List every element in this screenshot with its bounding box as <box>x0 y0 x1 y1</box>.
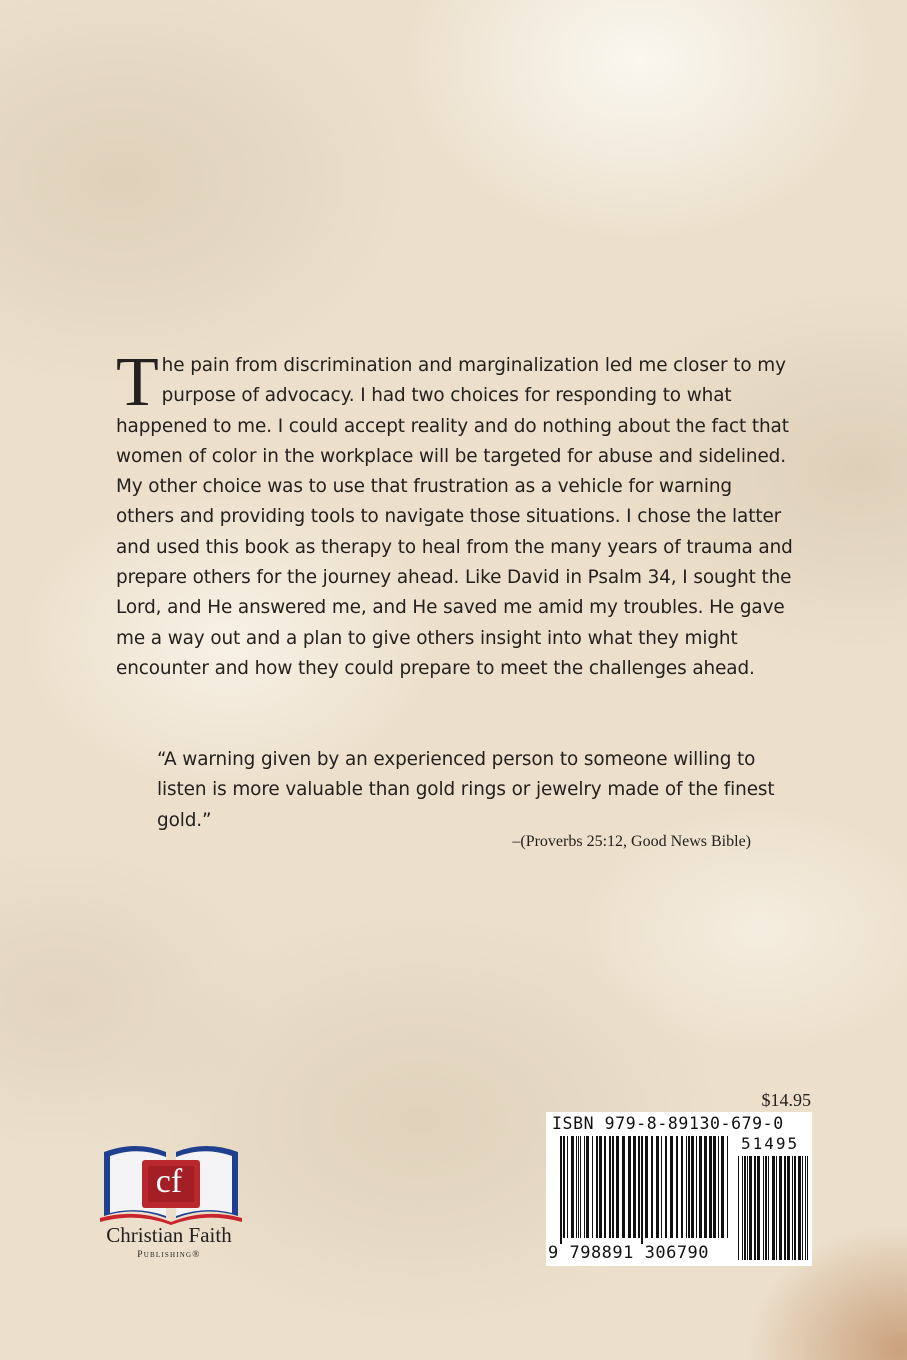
barcode-bar <box>696 1136 697 1238</box>
barcode-bar <box>784 1156 786 1260</box>
barcode-bar <box>622 1136 625 1238</box>
barcode-bar <box>757 1156 760 1260</box>
barcode-bar <box>628 1136 631 1238</box>
barcode-bar <box>686 1136 687 1238</box>
quote-source: –(Proverbs 25:12, Good News Bible) <box>512 833 751 850</box>
barcode-bar <box>661 1136 662 1238</box>
barcode-bar <box>738 1156 739 1260</box>
barcode-bar <box>586 1136 589 1238</box>
barcode-bar <box>596 1136 598 1238</box>
barcode-bar <box>691 1136 694 1238</box>
barcode-bar <box>563 1136 565 1238</box>
barcode-bar <box>721 1136 724 1238</box>
barcode-bar <box>670 1136 673 1238</box>
barcode-bar <box>633 1136 636 1238</box>
barcode-bar <box>592 1136 593 1238</box>
barcode-bar <box>794 1156 796 1260</box>
barcode-bar <box>651 1136 653 1238</box>
barcode-bar <box>727 1136 728 1238</box>
barcode-bar <box>580 1136 581 1238</box>
barcode-bar <box>768 1156 769 1260</box>
barcode-bar <box>798 1156 801 1260</box>
back-cover-blurb <box>116 344 794 684</box>
isbn-barcode <box>546 1112 812 1266</box>
barcode-bar <box>576 1136 577 1238</box>
barcode-bar <box>604 1136 606 1238</box>
scripture-quote: “A warning given by an experienced person to someone willing to listen is more valuable than gold rings or jewelry made of the finest gold.” <box>157 749 775 831</box>
price-addon-digits: 51495 <box>741 1134 800 1153</box>
blurb-text: he pain from discrimination and marginalization led me closer to my purpose of advocacy. I had two choices for responding to what happened to me. I could accept reality and do nothing about the fact that women of color in the workplace will be targeted for abuse and sidelined. My other choice was to use that frustration as a vehicle for warning others and providing tools to navigate those situations. I chose the latter and used this book as therapy to heal from the many years of trauma and prepare others for the journey ahead. Like David in Psalm 34, I sought the Lord, and He answered me, and He saved me amid my troubles. He gave me a way out and a plan to give others insight into what they might encounter and how they could prepare to meet the challenges ahead. <box>116 355 793 679</box>
barcode-bar <box>560 1136 562 1244</box>
barcode-bar <box>792 1156 793 1260</box>
barcode-bar <box>609 1136 611 1238</box>
barcode-bar <box>754 1156 756 1260</box>
barcode-bar <box>779 1156 782 1260</box>
barcode-bar <box>765 1156 767 1260</box>
barcode-bar <box>616 1136 619 1238</box>
barcode-bar <box>776 1156 777 1260</box>
barcode-bar <box>681 1136 683 1238</box>
barcode-bar <box>599 1136 602 1238</box>
barcode-bar <box>656 1136 659 1238</box>
publisher-monogram: cf <box>155 1163 183 1200</box>
barcode-bar <box>744 1156 746 1260</box>
barcode-bar <box>807 1156 808 1260</box>
barcode-bar <box>704 1136 707 1238</box>
barcode-bar <box>718 1136 719 1238</box>
barcode-bar <box>688 1136 690 1238</box>
barcode-bar <box>772 1156 775 1260</box>
barcode-bar <box>665 1136 667 1238</box>
price-label: $14.95 <box>761 1090 811 1110</box>
barcode-bar <box>749 1156 752 1260</box>
barcode-bar <box>805 1156 806 1260</box>
barcode-bar <box>676 1136 678 1238</box>
barcode-bar <box>802 1156 803 1260</box>
publisher-name: Christian Faith <box>106 1223 232 1247</box>
barcode-bar <box>571 1136 574 1238</box>
drop-cap: T <box>116 344 159 421</box>
barcode-bar <box>747 1156 748 1260</box>
barcode-bar <box>567 1136 568 1238</box>
isbn-label: ISBN 979-8-89130-679-0 <box>552 1114 784 1133</box>
barcode-bar <box>641 1136 643 1244</box>
barcode-bar <box>612 1136 614 1238</box>
barcode-bar <box>578 1136 579 1238</box>
barcode-bar <box>699 1136 702 1238</box>
barcode-bar <box>742 1156 743 1260</box>
barcode-bar <box>709 1136 712 1238</box>
barcode-bar <box>763 1156 764 1260</box>
barcode-bar <box>713 1136 716 1238</box>
barcode-bar <box>645 1136 648 1238</box>
publisher-subtitle: Publishing® <box>137 1250 201 1260</box>
barcode-bar <box>787 1156 790 1260</box>
barcode-bar <box>584 1136 585 1238</box>
ean-digits: 9 798891 306790 <box>548 1243 710 1263</box>
barcode-bar <box>638 1136 640 1238</box>
